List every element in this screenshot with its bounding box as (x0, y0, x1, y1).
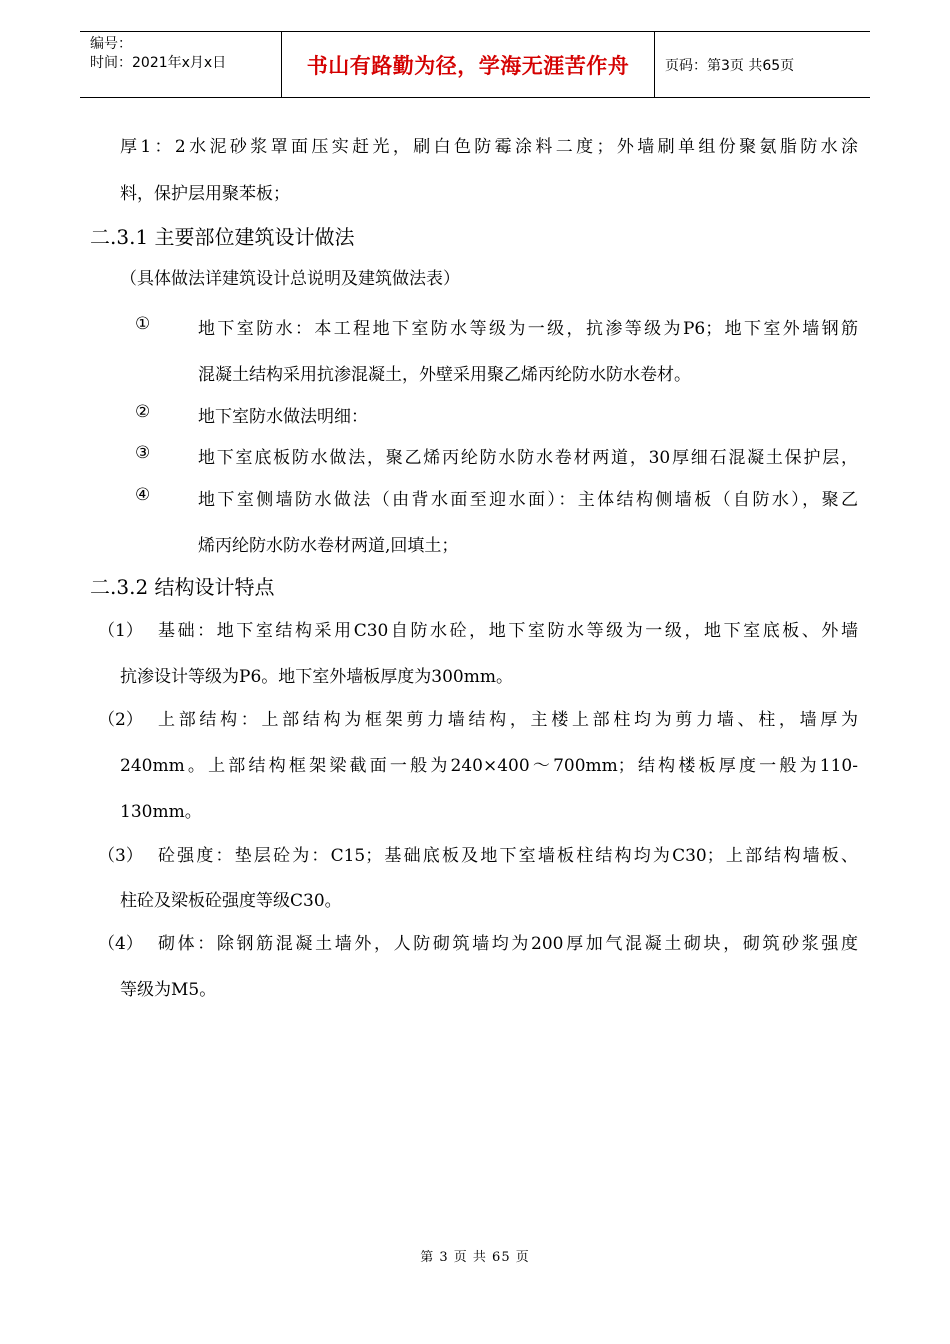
item-3-marker: ③ (135, 443, 151, 463)
struct-3-line-2: 柱砼及梁板砼强度等级C30。 (120, 891, 342, 911)
item-4-marker: ④ (135, 485, 151, 505)
item-4-line-2: 烯丙纶防水防水卷材两道,回填土； (198, 536, 459, 556)
item-1-line-2: 混凝土结构采用抗渗混凝土，外壁采用聚乙烯丙纶防水防水卷材。 (198, 365, 691, 385)
header-motto: 书山有路勤为径，学海无涯苦作舟 (282, 32, 655, 97)
section-331-heading: 二.3.1 主要部位建筑设计做法 (90, 225, 355, 249)
intro-line-1: 厚1：2水泥砂浆罩面压实赶光，刷白色防霉涂料二度；外墙刷单组份聚氨脂防水涂 (120, 137, 858, 157)
struct-1-line-1: 基础：地下室结构采用C30自防水砼，地下室防水等级为一级，地下室底板、外墙 (158, 621, 858, 641)
page-footer: 第 3 页 共 65 页 (420, 1250, 530, 1265)
struct-4-marker: （4） (98, 934, 143, 954)
struct-2-marker: （2） (98, 710, 143, 730)
time-label: 时间：2021年x月x日 (90, 55, 227, 71)
item-2-line-1: 地下室防水做法明细： (198, 407, 368, 427)
item-2-marker: ② (135, 402, 151, 422)
item-1-line-1: 地下室防水：本工程地下室防水等级为一级，抗渗等级为P6；地下室外墙钢筋 (198, 319, 858, 339)
struct-2-line-2: 240mm。上部结构框架梁截面一般为240×400～700mm；结构楼板厚度一般为110- (120, 756, 858, 776)
code-label: 编号： (90, 36, 132, 52)
struct-2-line-3: 130mm。 (120, 802, 202, 822)
struct-1-line-2: 抗渗设计等级为P6。地下室外墙板厚度为300mm。 (120, 667, 513, 687)
item-4-line-1: 地下室侧墙防水做法（由背水面至迎水面）：主体结构侧墙板（自防水），聚乙 (198, 490, 858, 510)
item-3-line-1: 地下室底板防水做法，聚乙烯丙纶防水防水卷材两道，30厚细石混凝土保护层， (198, 448, 858, 468)
item-1-marker: ① (135, 314, 151, 334)
section-331-note: （具体做法详建筑设计总说明及建筑做法表） (120, 269, 460, 289)
struct-4-line-2: 等级为M5。 (120, 980, 217, 1000)
page-header (80, 31, 870, 98)
intro-line-2: 料，保护层用聚苯板； (120, 184, 290, 204)
header-meta (80, 32, 282, 97)
struct-3-line-1: 砼强度：垫层砼为：C15；基础底板及地下室墙板柱结构均为C30；上部结构墙板、 (158, 846, 858, 866)
header-page-info: 页码：第3页 共65页 (665, 57, 795, 74)
struct-3-marker: （3） (98, 846, 143, 866)
struct-4-line-1: 砌体：除钢筋混凝土墙外，人防砌筑墙均为200厚加气混凝土砌块，砌筑砂浆强度 (158, 934, 858, 954)
section-332-heading: 二.3.2 结构设计特点 (90, 575, 275, 599)
struct-1-marker: （1） (98, 621, 143, 641)
struct-2-line-1: 上部结构：上部结构为框架剪力墙结构，主楼上部柱均为剪力墙、柱，墙厚为 (158, 710, 858, 730)
